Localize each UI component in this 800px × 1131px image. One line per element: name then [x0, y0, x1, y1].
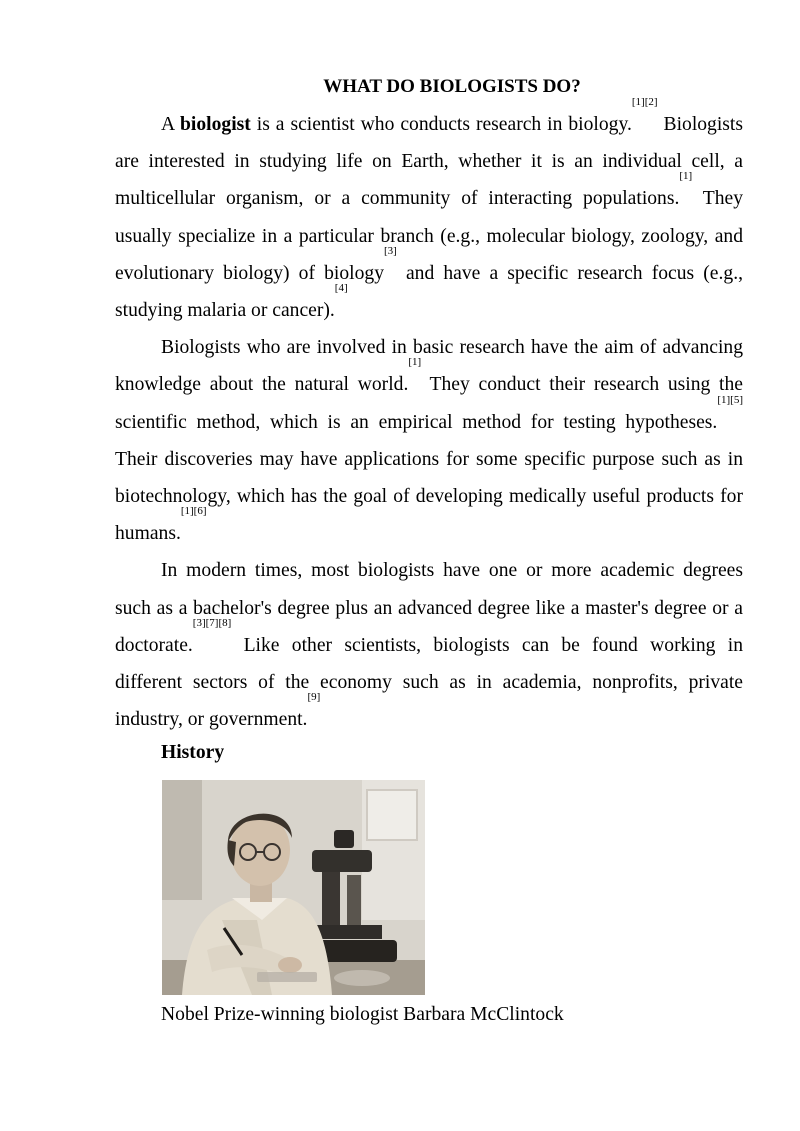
mcclintock-photo — [162, 780, 425, 995]
p1-text-a: A — [161, 114, 181, 135]
figure-caption: Nobel Prize-winning biologist Barbara McClintock — [161, 1004, 564, 1025]
p2-text-a: Biologists who are involved in basic research have the aim of advancing knowledge about the natural world. — [115, 337, 743, 396]
p1-text-b: is a scientist who conducts research in biology. — [250, 114, 632, 135]
page-title: WHAT DO BIOLOGISTS DO? — [323, 76, 581, 97]
history-heading: History — [161, 742, 225, 763]
p2-text-b: They conduct their research using the scientific method, which is an empirical method for testing hypotheses. — [115, 374, 743, 433]
paragraph-2 — [115, 329, 743, 552]
citation-ref[interactable]: [1] — [679, 170, 693, 183]
term-biologist: biologist — [180, 114, 251, 135]
photo-illustration — [162, 780, 425, 995]
citation-ref[interactable]: [1] — [408, 356, 422, 369]
citation-ref[interactable]: [9] — [307, 691, 321, 704]
body-text — [115, 96, 743, 738]
paragraph-3 — [115, 552, 743, 738]
p3-text-a: In modern times, most biologists have one or more academic degrees such as a bachelor's degree plus an advanced degree like a master's degree or a doctorate. — [115, 560, 743, 656]
p3-text-b: Like other scientists, biologists can be found working in different sectors of the economy such as in academia, nonprofits, private industry, or government. — [115, 634, 743, 731]
citation-ref[interactable]: [1][2] — [631, 96, 658, 108]
citation-ref[interactable]: [1][5] — [717, 393, 743, 406]
p2-text-c: Their discoveries may have applications for some specific purpose such as in biotechnology, which has the goal of developing medically useful products for humans. — [115, 448, 743, 545]
p1-text-c: Biologists are interested in studying life on Earth, whether it is an individual cell, a multicellular organism, or a community of interacting populations. — [115, 114, 743, 210]
citation-ref[interactable]: [1][6] — [180, 505, 207, 518]
p1-text-d: They usually specialize in a particular branch (e.g., molecular biology, zoology, and evolutionary biology) of biology — [115, 188, 743, 284]
paragraph-1 — [115, 96, 743, 329]
citation-ref[interactable]: [3][7][8] — [192, 616, 232, 629]
p1-text-e: and have a specific research focus (e.g., studying malaria or cancer). — [115, 262, 743, 322]
citation-ref[interactable]: [3] — [384, 244, 397, 257]
citation-ref[interactable]: [4] — [334, 282, 348, 295]
